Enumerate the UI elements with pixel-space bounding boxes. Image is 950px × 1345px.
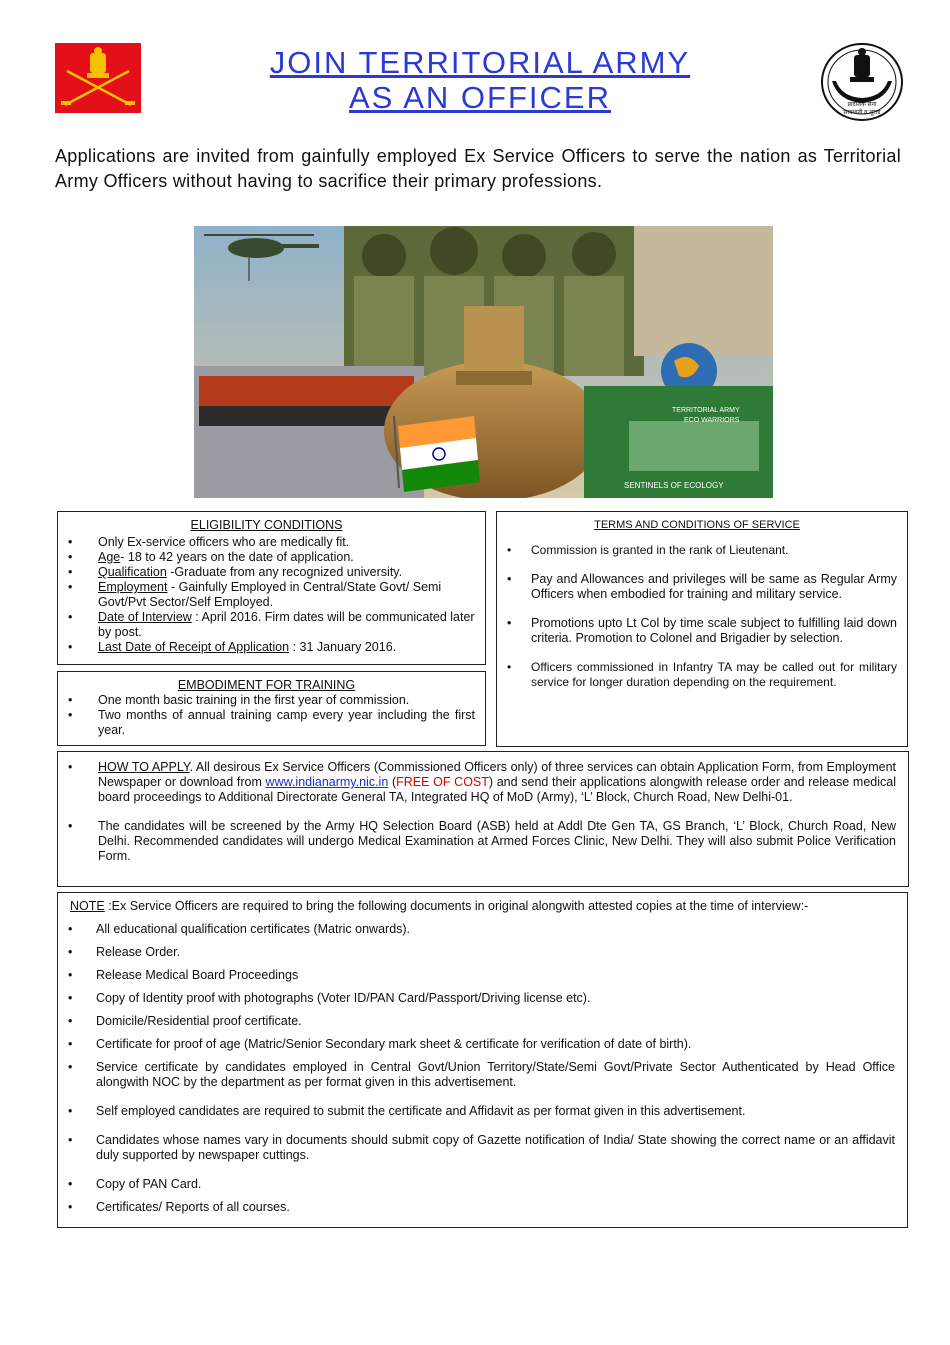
free-of-cost-label: FREE OF COST	[396, 775, 489, 789]
list-item: • Copy of Identity proof with photographs (Voter ID/PAN Card/Passport/Driving license etc).	[58, 991, 895, 1006]
float-caption: SENTINELS OF ECOLOGY	[624, 481, 724, 490]
list-item: • Release Medical Board Proceedings	[58, 968, 895, 983]
list-item: • Certificates/ Reports of all courses.	[58, 1200, 895, 1215]
list-item: • Domicile/Residential proof certificate.	[58, 1014, 895, 1029]
documents-note-box	[57, 892, 908, 1228]
list-item: • Service certificate by candidates employed in Central Govt/Union Territory/State/Semi Govt/Private Sector Authenticated by Head Office alongwith NOC by the department as per format given in this advertisement.	[58, 1060, 895, 1090]
how-to-apply-label: HOW TO APPLY	[98, 760, 190, 774]
list-item: • Promotions upto Lt Col by time scale subject to fulfilling laid down criteria. Promotion to Colonel and Brigadier by selection.	[497, 616, 897, 646]
hero-collage-image	[194, 226, 773, 498]
eligibility-heading: ELIGIBILITY CONDITIONS	[190, 518, 343, 532]
list-item: • All educational qualification certificates (Matric onwards).	[58, 922, 895, 937]
list-item: • Last Date of Receipt of Application : 31 January 2016.	[58, 640, 475, 655]
list-item: • HOW TO APPLY. All desirous Ex Service Officers (Commissioned Officers only) of three services can obtain Application Form, from Employment Newspaper or download from www.indianarmy.nic.in (FREE OF COST) and send their applications alongwith release order and release medical board proceedings to Additional Directorate General TA, Integrated HQ of MoD (Army), ‘L’ Block, Church Road, New Delhi-01.	[58, 760, 896, 805]
list-item: • Self employed candidates are required to submit the certificate and Affidavit as per format given in this advertisement.	[58, 1104, 895, 1119]
emblem-motto: सावधानी व शूरता	[843, 110, 881, 116]
title-line-1: JOIN TERRITORIAL ARMY	[269, 45, 691, 80]
list-item: • Officers commissioned in Infantry TA may be called out for military service for longer duration depending on the requirement.	[497, 660, 897, 690]
list-item: • Pay and Allowances and privileges will be same as Regular Army Officers when embodied for training and military service.	[497, 572, 897, 602]
list-item: • Only Ex-service officers who are medically fit.	[58, 535, 475, 550]
note-intro: NOTE :Ex Service Officers are required to bring the following documents in original alongwith attested copies at the time of interview:-	[70, 899, 809, 913]
list-item: • Age- 18 to 42 years on the date of application.	[58, 550, 475, 565]
terms-box	[496, 511, 908, 747]
list-item: • Candidates whose names vary in documents should submit copy of Gazette notification of India/ State showing the correct name or an affidavit duly supported by newspaper cuttings.	[58, 1133, 895, 1163]
list-item: • Date of Interview : April 2016. Firm dates will be communicated later by post.	[58, 610, 475, 640]
intro-paragraph: Applications are invited from gainfully employed Ex Service Officers to serve the nation as Territorial Army Officers without having to sacrifice their primary professions.	[55, 146, 901, 191]
list-item: • Qualification -Graduate from any recognized university.	[58, 565, 475, 580]
title-line-2: AS AN OFFICER	[349, 80, 611, 115]
territorial-army-emblem	[818, 41, 906, 123]
list-item: • Employment - Gainfully Employed in Central/State Govt/ Semi Govt/Pvt Sector/Self Employed.	[58, 580, 475, 610]
embodiment-box	[57, 671, 486, 746]
list-item: • Commission is granted in the rank of Lieutenant.	[497, 543, 897, 558]
float-banner-text-2: ECO WARRIORS	[684, 417, 740, 424]
list-item: • Certificate for proof of age (Matric/Senior Secondary mark sheet & certificate for verification of date of birth).	[58, 1037, 895, 1052]
indian-army-logo	[55, 43, 141, 113]
embodiment-heading: EMBODIMENT FOR TRAINING	[177, 678, 356, 692]
list-item: • The candidates will be screened by the Army HQ Selection Board (ASB) held at Addl Dte Gen TA, GS Branch, ‘L’ Block, Church Road, New Delhi. Recommended candidates will undergo Medical Examination at Armed Forces Clinic, New Delhi. They will also submit Police Verification Form.	[58, 819, 896, 864]
eligibility-box	[57, 511, 486, 665]
list-item: • Copy of PAN Card.	[58, 1177, 895, 1192]
float-banner-text-1: TERRITORIAL ARMY	[672, 407, 740, 414]
list-item: • Release Order.	[58, 945, 895, 960]
page-title	[190, 45, 770, 115]
how-to-apply-box	[57, 751, 909, 887]
list-item: • Two months of annual training camp every year including the first year.	[58, 708, 475, 738]
terms-heading: TERMS AND CONDITIONS OF SERVICE	[594, 519, 800, 531]
list-item: • One month basic training in the first year of commission.	[58, 693, 475, 708]
emblem-text: प्रादेशिक सेना	[847, 102, 877, 108]
indianarmy-link[interactable]: www.indianarmy.nic.in	[265, 775, 389, 789]
